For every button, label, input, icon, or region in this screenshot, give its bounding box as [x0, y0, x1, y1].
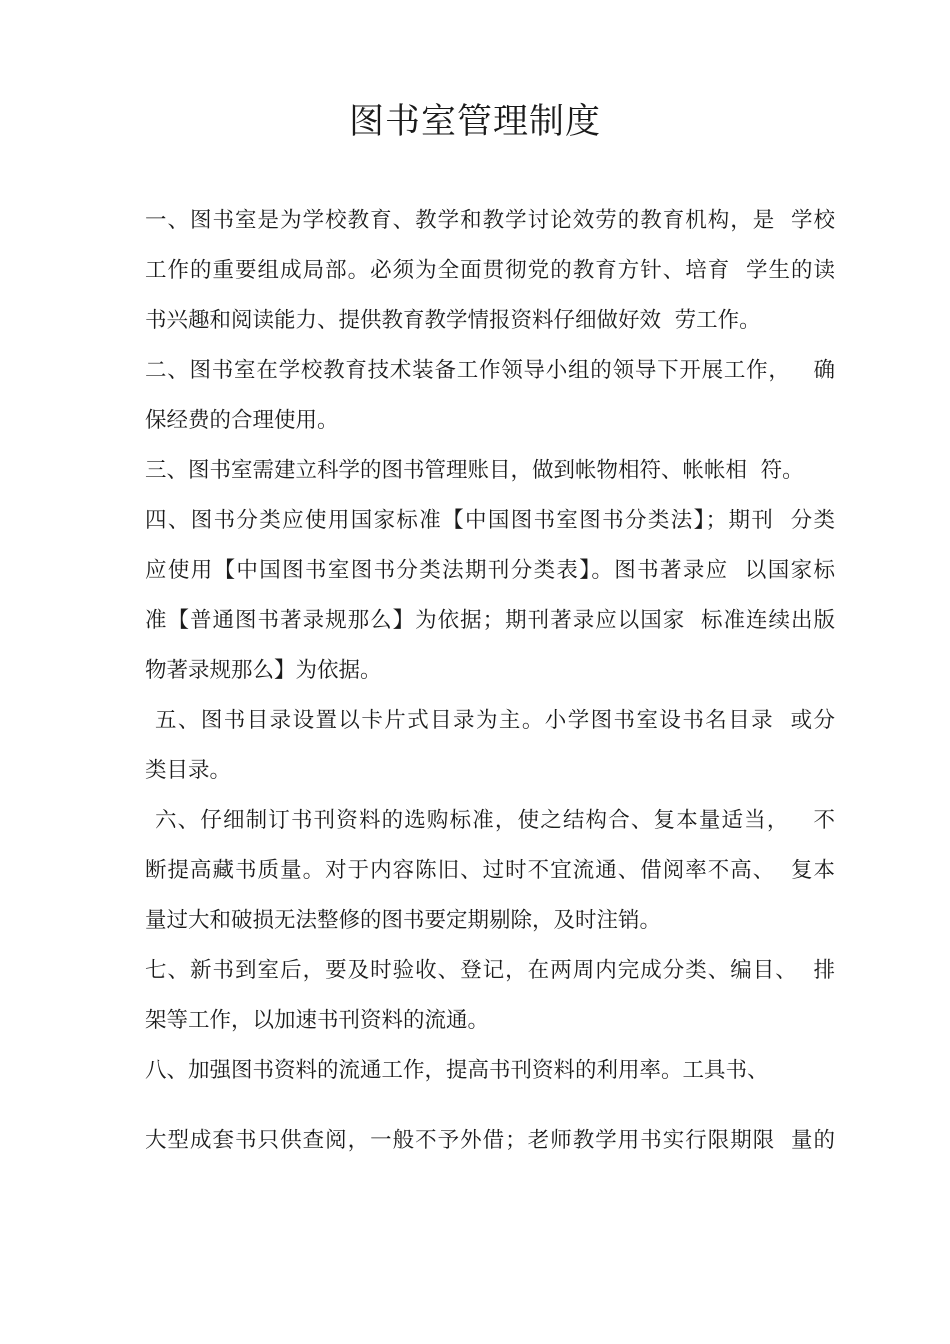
- paragraph-line: 八、加强图书资料的流通工作，提高书刊资料的利用率。工具书、: [145, 1058, 769, 1083]
- paragraph-line: 量过大和破损无法整修的图书要定期剔除，及时注销。: [145, 908, 662, 933]
- page-title: 图书室管理制度: [348, 102, 601, 142]
- paragraph-line: 物著录规那么】为依据。: [145, 658, 382, 683]
- paragraph-line: 一、图书室是为学校教育、教学和教学讨论效劳的教育机构，是 学校: [145, 208, 835, 233]
- paragraph-line: 类目录。: [145, 758, 232, 783]
- paragraph-line: 应使用【中国图书室图书分类法期刊分类表】。图书著录应 以国家标: [145, 558, 835, 583]
- paragraph-line: 架等工作，以加速书刊资料的流通。: [145, 1008, 490, 1033]
- paragraph-line: 五、图书目录设置以卡片式目录为主。小学图书室设书名目录 或分: [155, 708, 835, 733]
- paragraph-line: 四、图书分类应使用国家标准【中国图书室图书分类法】；期刊 分类: [145, 508, 835, 533]
- paragraph-line: 保经费的合理使用。: [145, 408, 339, 433]
- paragraph-line: 七、新书到室后，要及时验收、登记，在两周内完成分类、编目、 排: [145, 958, 835, 983]
- paragraph-line: 工作的重要组成局部。必须为全面贯彻党的教育方针、培育 学生的读: [145, 258, 835, 283]
- paragraph-line: 大型成套书只供查阅，一般不予外借；老师教学用书实行限期限 量的: [145, 1128, 835, 1153]
- paragraph-line: 准【普通图书著录规那么】为依据；期刊著录应以国家 标准连续出版: [145, 608, 835, 633]
- paragraph-line: 三、图书室需建立科学的图书管理账目，做到帐物相符、帐帐相 符。: [145, 458, 804, 483]
- paragraph-line: 书兴趣和阅读能力、提供教育教学情报资料仔细做好效 劳工作。: [145, 308, 761, 333]
- paragraph-line: 断提高藏书质量。对于内容陈旧、过时不宜流通、借阅率不高、 复本: [145, 858, 835, 883]
- paragraph-line: 六、仔细制订书刊资料的选购标准，使之结构合、复本量适当， 不: [155, 808, 835, 833]
- paragraph-line: 二、图书室在学校教育技术装备工作领导小组的领导下开展工作， 确: [145, 358, 835, 383]
